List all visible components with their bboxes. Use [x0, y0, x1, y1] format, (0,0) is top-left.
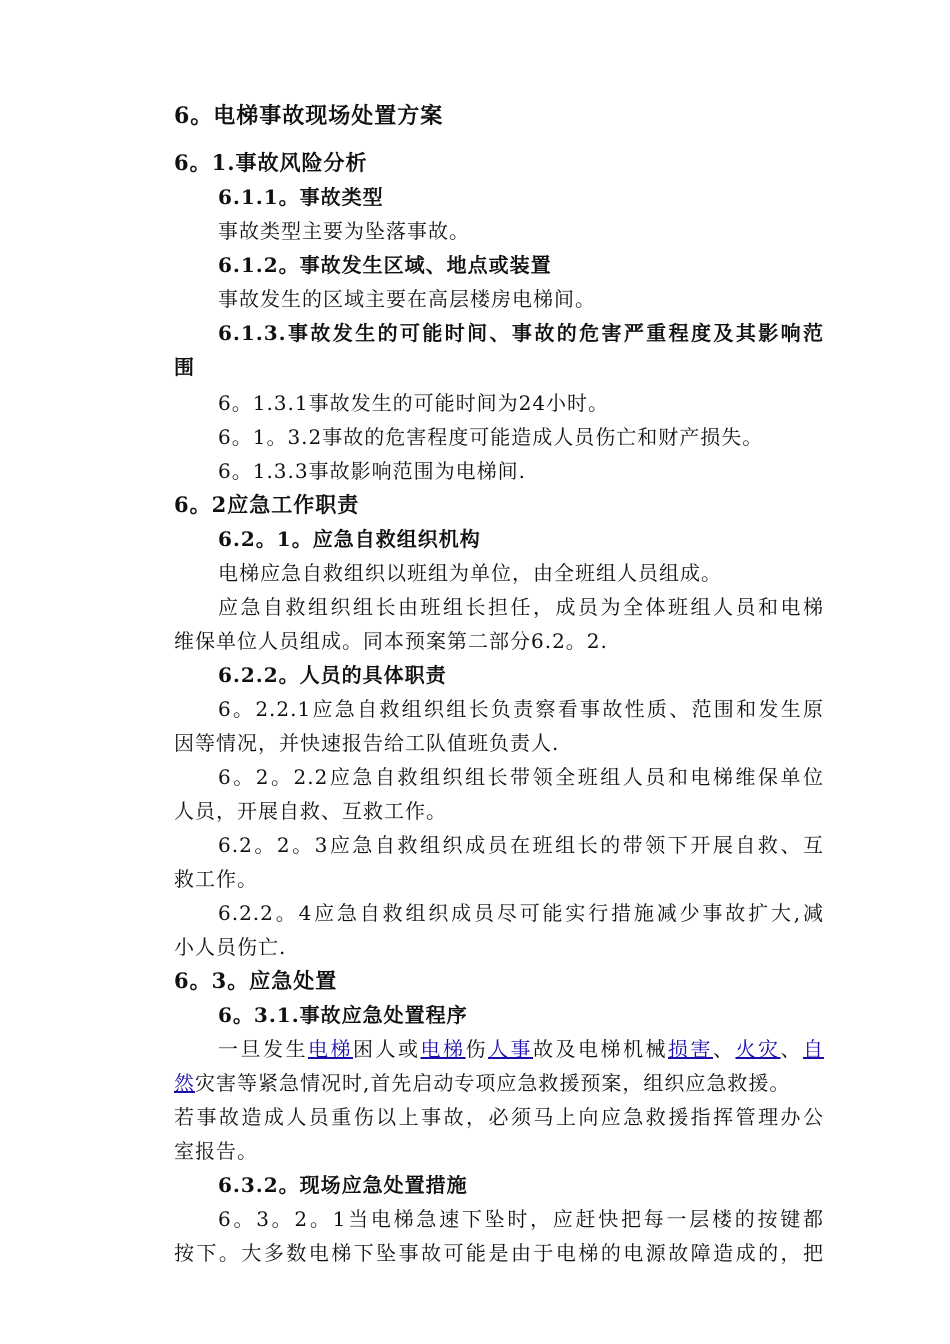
section-6-1-2-heading: 6.1.2。事故发生区域、地点或装置 — [218, 253, 552, 277]
section-6-2-2-item-cont: 人员，开展自救、互救工作。 — [174, 799, 447, 823]
text-span: 故及电梯机械 — [533, 1037, 668, 1061]
section-6-3-2-paragraph: 6。3。2。1当电梯急速下坠时，应赶快把每一层楼的按键都 — [218, 1207, 824, 1231]
text-span: 灾害等紧急情况时,首先启动专项应急救援预案，组织应急救援。 — [195, 1071, 791, 1095]
section-6-1-3-item: 6。1.3.1事故发生的可能时间为24小时。 — [218, 391, 610, 415]
section-6-1-3-item: 6。1。3.2事故的危害程度可能造成人员伤亡和财产损失。 — [218, 425, 764, 449]
section-6-2-1-heading: 6.2。1。应急自救组织机构 — [218, 527, 481, 551]
section-6-2-2-item-cont: 因等情况，并快速报告给工队值班负责人. — [174, 731, 560, 755]
section-6-2-2-item: 6.2.2。4应急自救组织成员尽可能实行措施减少事故扩大,减 — [218, 901, 824, 925]
section-6-2-2-item: 6。2。2.2应急自救组织组长带领全班组人员和电梯维保单位 — [218, 765, 824, 789]
link-elevator[interactable]: 电梯 — [420, 1037, 466, 1061]
section-6-1-3-item: 6。1.3.3事故影响范围为电梯间. — [218, 459, 526, 483]
section-6-3-2-heading: 6.3.2。现场应急处置措施 — [218, 1173, 468, 1197]
section-6-2-2-item-cont: 小人员伤亡. — [174, 935, 287, 959]
section-6-1-3-heading: 6.1.3.事故发生的可能时间、事故的危害严重程度及其影响范 — [218, 321, 824, 345]
section-6-3-2-paragraph-cont: 按下。大多数电梯下坠事故可能是由于电梯的电源故障造成的，把 — [174, 1241, 824, 1265]
section-6-1-1-text: 事故类型主要为坠落事故。 — [218, 219, 470, 243]
text-span: 困人或 — [353, 1037, 421, 1061]
section-6-2-heading: 6。2应急工作职责 — [174, 492, 360, 517]
text-span: 、 — [780, 1037, 803, 1061]
section-6-2-1-paragraph: 应急自救组织组长由班组长担任，成员为全体班组人员和电梯 — [218, 595, 824, 619]
text-span: 、 — [713, 1037, 736, 1061]
section-6-3-1-paragraph-cont: 若事故造成人员重伤以上事故，必须马上向应急救援指挥管理办公 — [174, 1105, 824, 1129]
section-6-1-3-heading-cont: 围 — [174, 355, 195, 379]
section-6-2-2-heading: 6.2.2。人员的具体职责 — [218, 663, 447, 687]
section-6-2-1-paragraph: 电梯应急自救组织以班组为单位，由全班组人员组成。 — [218, 561, 722, 585]
link-natural[interactable]: 然 — [174, 1071, 195, 1095]
text-span: 伤 — [465, 1037, 488, 1061]
section-6-2-1-paragraph-cont: 维保单位人员组成。同本预案第二部分6.2。2. — [174, 629, 608, 653]
document-page — [174, 96, 824, 1270]
link-damage[interactable]: 损害 — [668, 1037, 713, 1061]
document-title: 6。电梯事故现场处置方案 — [174, 103, 444, 129]
section-6-1-2-text: 事故发生的区域主要在高层楼房电梯间。 — [218, 287, 596, 311]
link-fire[interactable]: 火灾 — [735, 1037, 781, 1061]
section-6-3-1-paragraph-cont: 室报告。 — [174, 1139, 258, 1163]
section-6-1-heading: 6。1.事故风险分析 — [174, 150, 368, 175]
section-6-2-2-item: 6.2。2。3应急自救组织成员在班组长的带领下开展自救、互 — [218, 833, 824, 857]
link-elevator[interactable]: 电梯 — [308, 1037, 353, 1061]
section-6-1-1-heading: 6.1.1。事故类型 — [218, 185, 384, 209]
section-6-3-1-paragraph — [174, 1032, 824, 1066]
section-6-3-1-heading: 6。3.1.事故应急处置程序 — [218, 1003, 468, 1027]
link-personnel[interactable]: 人事 — [488, 1037, 533, 1061]
section-6-3-1-paragraph-cont — [174, 1066, 824, 1100]
section-6-2-2-item: 6。2.2.1应急自救组织组长负责察看事故性质、范围和发生原 — [218, 697, 824, 721]
section-6-3-heading: 6。3。应急处置 — [174, 968, 338, 993]
link-natural[interactable]: 自 — [803, 1037, 824, 1061]
section-6-2-2-item-cont: 救工作。 — [174, 867, 258, 891]
text-span: 一旦发生 — [218, 1037, 308, 1061]
